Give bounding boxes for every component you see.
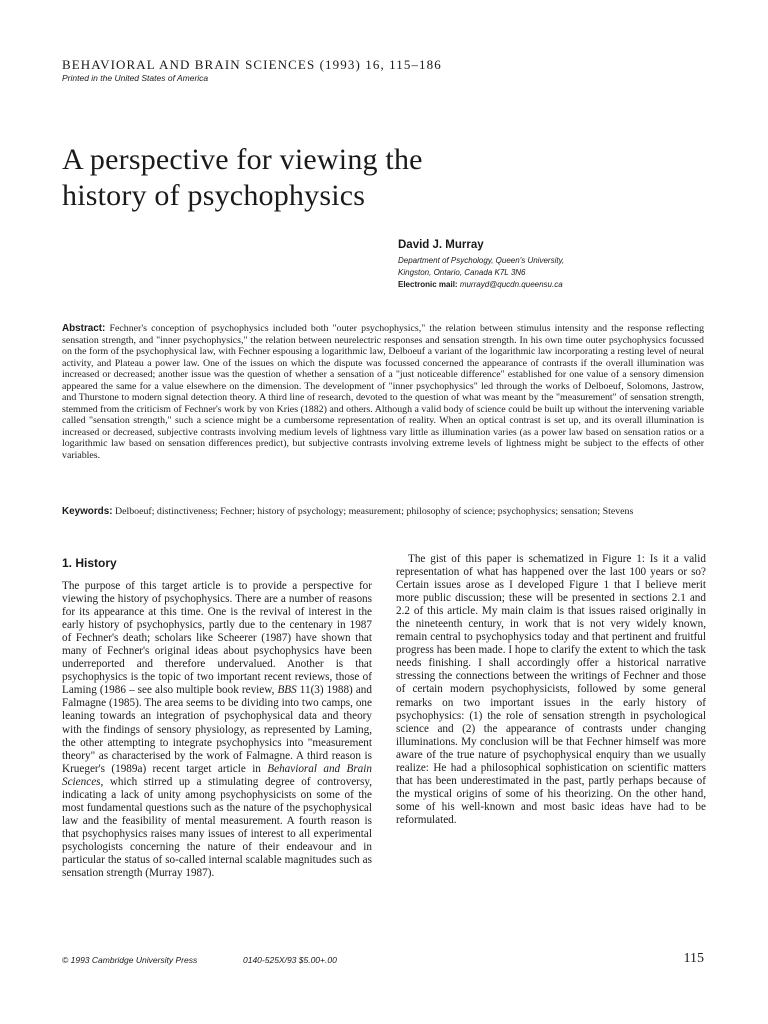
email-address[interactable]: murrayd@qucdn.queensu.ca bbox=[459, 280, 563, 289]
keywords bbox=[62, 506, 704, 518]
printed-in-note: Printed in the United States of America bbox=[62, 73, 209, 83]
body-paragraph-1-part-2: 11(3) 1988) and Falmagne (1985). The area seems to be dividing into two camps, one leaning towards an integration of psychophysical data and theory with the findings of sensory physiology, as represented by Laming, the other attempting to integrate psychophysics into "measurement theory" as characterised by the work of Falmagne. A third reason is Krueger's (1989a) recent target article in bbox=[62, 684, 372, 775]
author-affiliation-line-1: Department of Psychology, Queen's University, bbox=[398, 256, 565, 265]
journal-name-italic: Behavioral and Brain Sciences bbox=[62, 762, 372, 788]
section-heading-history: 1. History bbox=[62, 556, 117, 570]
body-column-left bbox=[62, 580, 372, 880]
author-name: David J. Murray bbox=[398, 239, 484, 251]
body-paragraph-1-part-3: , which stirred up a stimulating degree of controversy, indicating a lack of unity among psychophysicists on some of the most fundamental questions such as the nature of the psychophysical law and the feasibility of mental measurement. A fourth reason is that psychophysics raises many issues of interest to all experimental psychologists concerning the nature of their endeavour and in particular the status of so-called internal scalable magnitudes such as sensation strength (Murray 1987). bbox=[62, 775, 372, 880]
body-paragraph-1-part-1: The purpose of this target article is to provide a perspective for viewing the history of psychophysics. There are a number of reasons for its appearance at this time. One is the revival of interest in the early history of psychophysics, partly due to the centenary in 1987 of Fechner's death; scholars like Scheerer (1987) have shown that many of Fechner's original ideas about psychophysics have been underreported and therefore undervalued. Another is that psychophysics is the topic of two important recent reviews, those of Laming (1986 – see also multiple book review, bbox=[62, 580, 372, 697]
abstract bbox=[62, 323, 704, 462]
author-email-line bbox=[398, 279, 728, 291]
article-title-line-2: history of psychophysics bbox=[62, 179, 366, 212]
page-number: 115 bbox=[683, 951, 704, 966]
journal-citation: BEHAVIORAL AND BRAIN SCIENCES (1993) 16, 115–186 bbox=[62, 57, 442, 72]
keywords-text: Delboeuf; distinctiveness; Fechner; history of psychology; measurement; philosophy of science; psychophysics; sensation; Stevens bbox=[114, 506, 634, 517]
body-column-right bbox=[396, 553, 706, 827]
body-paragraph-2: The gist of this paper is schematized in Figure 1: Is it a valid representation of what has happened over the last 100 years or so? Certain issues arose as I developed Figure 1 that I believe merit more public discussion; these will be presented in sections 2.1 and 2.2 of this article. My main claim is that issues raised originally in the nineteenth century, in work that is not very widely known, remain central to psychophysics today and that pertinent and fruitful progress has been made. I hope to clarify the extent to which the task needs finishing. I shall accordingly offer a historical narrative stressing the connections between the writings of Fechner and those of certain modern psychophysicists, followed by some general remarks on two important issues in the early history of psychophysics: (1) the role of sensation strength in psychological science and (2) the appearance of contrasts under changing illuminations. My conclusion will be that Fechner himself was more aware of the true nature of psychophysical enquiry than we usually realize: He had a philosophical sophistication on scientific matters that has been underestimated in the past, partly perhaps because of the mystical origins of some of his theorizing. On the other hand, some of his well-known and most basic ideas have had to be reformulated. bbox=[396, 553, 706, 826]
body-paragraph-1 bbox=[62, 580, 372, 880]
page-footer bbox=[62, 951, 704, 967]
article-title bbox=[62, 142, 562, 214]
article-title-line-1: A perspective for viewing the bbox=[62, 143, 423, 176]
issn-price: 0140-525X/93 $5.00+.00 bbox=[243, 955, 337, 965]
bbs-abbreviation: BBS bbox=[277, 684, 297, 697]
keywords-label: Keywords: bbox=[62, 506, 113, 517]
copyright-notice: © 1993 Cambridge University Press bbox=[62, 955, 198, 965]
author-block bbox=[398, 239, 728, 291]
email-label: Electronic mail: bbox=[398, 280, 458, 289]
abstract-text: Fechner's conception of psychophysics included both "outer psychophysics," the relation between stimulus intensity and the response reflecting sensation strength, and "inner psychophysics," the relation between neurelectric responses and sensation strength. In his own time outer psychophysics focussed on the form of the psychophysical law, with Fechner espousing a logarithmic law, Delboeuf a variant of the logarithmic law incorporating a resting level of neural activity, and Plateau a power law. One of the issues on which the dispute was focussed concerned the appearance of contrasts if the overall illumination was increased or decreased; another issue was the question of whether a sensation of a "just noticeable difference" established for one value of a sensory dimension appeared the same for a value elsewhere on the dimension. The development of "inner psychophysics" led through the works of Delboeuf, Solomons, Jastrow, and Thurstone to modern signal detection theory. A third line of research, devoted to the question of what was meant by the "measurement" of sensation strength, stemmed from the criticism of Fechner's work by von Kries (1882) and others. Although a valid body of science could be built up without the intervening variable called "sensation strength," such a science might be a cumbersome representation of reality. When an optical contrast is set up, and its overall illumination is increased or decreased, subjective contrasts involving medium levels of lightness vary little as illumination varies (as a power law based on sensation ratios or a logarithmic law based on sensation differences predict), but subjective contrasts involving extreme levels of lightness might be subject to the effects of other variables. bbox=[62, 323, 705, 462]
abstract-label: Abstract: bbox=[62, 323, 106, 334]
author-affiliation-line-2: Kingston, Ontario, Canada K7L 3N6 bbox=[398, 268, 526, 277]
